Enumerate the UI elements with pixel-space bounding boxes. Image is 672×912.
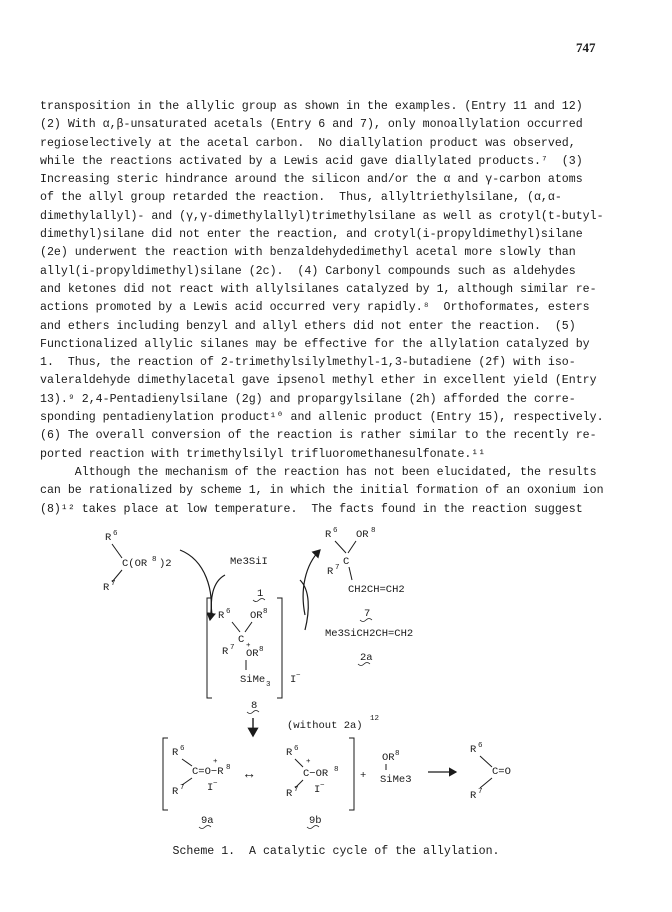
svg-text:+: + [306,758,311,766]
resonance-arrow: ↔ [245,767,254,783]
svg-text:6: 6 [180,745,185,753]
catalyst-label: 1 [257,588,264,600]
text-line: Functionalized allylic silanes may be effective for the allylation catalyzed by [40,337,590,351]
svg-text:C=O−R: C=O−R [192,766,224,778]
text-line: of the allyl group retarded the reaction. Thus, allyltriethylsilane, (α,α- [40,191,562,205]
text-line: 1. Thus, the reaction of 2-trimethylsilylmethyl-1,3-butadiene (2f) with iso- [40,356,576,370]
allylsilane-label: 2a [360,652,373,664]
acetal-formula: C(OR [122,558,148,570]
svg-text:7: 7 [335,564,340,572]
product-structure [325,527,405,622]
plus-sign: + [360,770,367,782]
reaction-scheme [0,520,672,850]
svg-text:8: 8 [152,556,157,564]
svg-text:6: 6 [478,742,483,750]
text-line: allyl(i-propyldimethyl)silane (2c). (4) Carbonyl compounds such as aldehydes [40,264,576,278]
oxonium-label: 8 [251,700,258,712]
svg-text:R: R [286,788,293,800]
catalyst [230,556,268,602]
text-line: (8)¹² takes place at low temperature. The facts found in the reaction suggest [40,502,583,516]
acetal-structure [103,530,172,594]
svg-text:7: 7 [478,788,483,796]
svg-text:C−OR: C−OR [303,768,329,780]
body-text [40,98,640,519]
catalyst-formula: Me3SiI [230,556,268,568]
resonance-structures [163,738,354,829]
svg-text:OR: OR [246,648,259,660]
aldehyde-formula: C=O [492,766,511,778]
svg-text:+: + [213,758,218,766]
svg-text:8: 8 [371,527,376,535]
iodide: I [290,674,297,686]
text-line: transposition in the allylic group as shown in the examples. (Entry 11 and 12) [40,100,583,113]
without-ref: 12 [370,715,380,723]
svg-text:7: 7 [111,580,116,588]
svg-text:7: 7 [230,644,235,652]
svg-text:R: R [325,529,332,541]
svg-text:C: C [343,556,350,568]
svg-text:−: − [320,782,325,790]
text-line: (6) The overall conversion of the reaction is rather similar to the recently re- [40,429,597,443]
text-line: Although the mechanism of the reaction has not been elucidated, the results [40,465,597,479]
text-line: dimethylallyl)- and (γ,γ-dimethylallyl)trimethylsilane as well as crotyl(t-butyl- [40,209,604,223]
label-9b: 9b [309,815,322,827]
svg-text:6: 6 [333,527,338,535]
text-line: (2) With α,β-unsaturated acetals (Entry 6 and 7), only monoallylation occurred [40,118,583,132]
svg-text:R: R [103,582,110,594]
svg-text:SiMe: SiMe [240,674,266,686]
text-line: dimethyl)silane did not enter the reaction, and crotyl(i-propyldimethyl)silane [40,228,583,242]
allylsilane-formula: Me3SiCH2CH=CH2 [325,628,414,640]
text-line: and ketones did not react with allylsilanes catalyzed by 1, although similar re- [40,282,597,296]
svg-text:R: R [470,744,477,756]
svg-text:R: R [172,747,179,759]
svg-text:6: 6 [113,530,118,538]
aldehyde-structure [470,742,511,802]
svg-text:R: R [470,790,477,802]
svg-text:OR: OR [382,752,395,764]
allylsilane [325,628,413,666]
svg-text:+: + [246,642,251,650]
text-line: 13).⁹ 2,4-Pentadienylsilane (2g) and propargylsilane (2h) afforded the corre- [40,392,576,406]
acetal-tail: )2 [159,558,172,570]
svg-text:3: 3 [266,681,271,689]
page-number: 747 [576,40,596,55]
svg-text:R: R [105,532,112,544]
svg-text:8: 8 [226,764,231,772]
svg-text:7: 7 [294,786,299,794]
text-line: can be rationalized by scheme 1, in which the initial formation of an oxonium ion [40,484,604,498]
text-line: actions promoted by a Lewis acid occurred very rapidly.⁸ Orthoformates, esters [40,301,590,315]
product-or: OR [356,529,369,541]
svg-text:−: − [296,672,301,680]
svg-text:−: − [213,780,218,788]
silyl-ether [380,750,412,786]
svg-text:8: 8 [395,750,400,758]
svg-text:R: R [286,747,293,759]
svg-text:I: I [207,782,214,794]
svg-text:C: C [238,634,245,646]
without-note: (without 2a) [287,720,363,732]
svg-text:I: I [314,784,321,796]
text-line: regioselectively at the acetal carbon. No diallylation product was observed, [40,136,576,150]
figure-caption: Scheme 1. A catalytic cycle of the allylation. [172,845,500,858]
svg-text:8: 8 [259,646,264,654]
svg-text:R: R [172,786,179,798]
product-chain: CH2CH=CH2 [348,584,405,596]
svg-text:R: R [222,646,229,658]
product-label: 7 [364,608,371,620]
svg-text:8: 8 [334,766,339,774]
text-line: Increasing steric hindrance around the silicon and/or the α and γ-carbon atoms [40,173,583,187]
oxonium-structure [207,598,301,714]
svg-text:7: 7 [180,784,185,792]
svg-text:6: 6 [294,745,299,753]
text-line: and ethers including benzyl and allyl ethers did not enter the reaction. (5) [40,319,576,333]
text-line: while the reactions activated by a Lewis acid gave diallylated products.⁷ (3) [40,154,583,168]
text-line: valeraldehyde dimethylacetal gave ipsenol methyl ether in excellent yield (Entry [40,374,597,388]
svg-text:R: R [327,566,334,578]
text-line: sponding pentadienylation product¹⁰ and allenic product (Entry 15), respectively. [40,411,604,425]
label-9a: 9a [201,815,214,827]
silyl-ether-label: SiMe3 [380,774,412,786]
svg-text:R: R [218,610,225,622]
svg-text:OR: OR [250,610,263,622]
svg-text:6: 6 [226,608,231,616]
text-line: ported reaction with trimethylsilyl trifluoromethanesulfonate.¹¹ [40,447,486,461]
svg-text:8: 8 [263,608,268,616]
text-line: (2e) underwent the reaction with benzaldehydedimethyl acetal more slowly than [40,246,576,260]
